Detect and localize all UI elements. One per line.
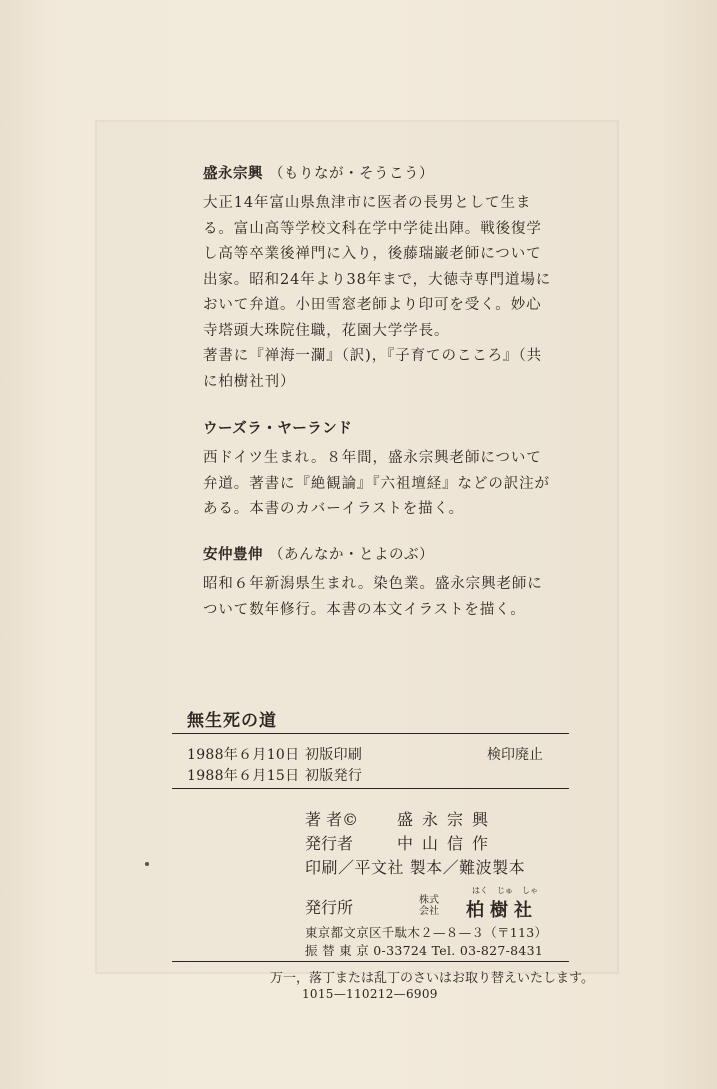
bio-line: 昭和６年新潟県生まれ。染色業。盛永宗興老師に <box>203 576 543 592</box>
bio-line: おいて弁道。小田雪窓老師より印可を受く。妙心 <box>203 297 542 313</box>
edition-label: 初版発行 <box>305 768 363 784</box>
stamp-note: 検印廃止 <box>487 747 543 763</box>
bio-line: 大正14年富山県魚津市に医者の長男として生ま <box>203 195 532 211</box>
credit-role: 発行者 <box>305 834 354 853</box>
edition-label: 初版印刷 <box>305 747 363 763</box>
bio-heading <box>203 418 623 440</box>
bio-yarland <box>203 418 623 523</box>
bio-line: 西ドイツ生まれ。８年間，盛永宗興老師について <box>203 450 542 466</box>
credit-value: 中山信作 <box>397 834 498 853</box>
credit-author <box>305 807 498 830</box>
paper-speck <box>145 862 149 866</box>
book-title: 無生死の道 <box>187 711 277 731</box>
bio-name: 盛永宗興 <box>203 165 263 182</box>
bio-morinaga <box>203 163 623 395</box>
printing-binding: 印刷／平文社 製本／難波製本 <box>305 858 526 877</box>
edition-row <box>187 765 363 785</box>
replacement-notice: 万一，落丁または乱丁のさいはお取り替えいたします。 <box>270 971 594 986</box>
publisher-ruby: はく <box>472 886 488 895</box>
publisher-phone: 振 替 東 京 0-33724 Tel. 03-827-8431 <box>305 943 544 958</box>
bio-line: 出家。昭和24年より38年まで，大徳寺専門道場に <box>203 271 552 288</box>
bio-line: 著書に『禅海一瀾』（訳)，『子育てのこころ』（共 <box>203 348 543 364</box>
bio-reading: （あんなか・とよのぶ） <box>269 547 434 563</box>
credit-role: 著 者© <box>305 810 359 829</box>
kabushiki-gaisha: 株式会社 <box>419 895 439 917</box>
bio-name: 安仲豊伸 <box>203 546 263 563</box>
colophon-bottom-rule <box>172 961 569 962</box>
publisher-ruby: しゃ <box>522 886 538 895</box>
bio-line: 寺塔頭大珠院住職，花園大学学長。 <box>203 322 450 339</box>
bio-heading <box>203 163 623 185</box>
credit-value: 盛永宗興 <box>397 810 498 829</box>
bio-annaka <box>203 544 623 623</box>
bio-line: ある。本書のカバーイラストを描く。 <box>203 501 465 517</box>
publisher-name: 柏樹社 <box>466 900 538 921</box>
bio-name: ウーズラ・ヤーランド <box>203 420 353 437</box>
credit-publisher-person <box>305 831 498 854</box>
bio-heading <box>203 544 623 566</box>
edition-date: 1988年６月10日 <box>187 747 300 763</box>
book-code: 1015—110212—6909 <box>302 987 438 1001</box>
bio-reading: （もりなが・そうこう） <box>269 166 434 182</box>
bio-line: し高等卒業後禅門に入り，後藤瑞巌老師について <box>203 246 542 262</box>
edition-date: 1988年６月15日 <box>187 768 300 784</box>
publisher-ruby: じゅ <box>497 886 513 895</box>
publisher-role: 発行所 <box>305 898 354 917</box>
colophon-top-rule <box>172 733 569 734</box>
bio-line: ついて数年修行。本書の本文イラストを描く。 <box>203 601 526 618</box>
bio-line: に柏樹社刊） <box>203 373 296 390</box>
edition-row <box>187 744 363 764</box>
bio-line: 弁道。著書に『絶観論』『六祖壇経』などの訳注が <box>203 475 550 492</box>
publisher-address: 東京都文京区千駄木２—８—３（〒113） <box>305 925 548 940</box>
bio-line: る。富山高等学校文科在学中学徒出陣。戦後復学 <box>203 220 542 237</box>
colophon-mid-rule <box>172 788 569 789</box>
